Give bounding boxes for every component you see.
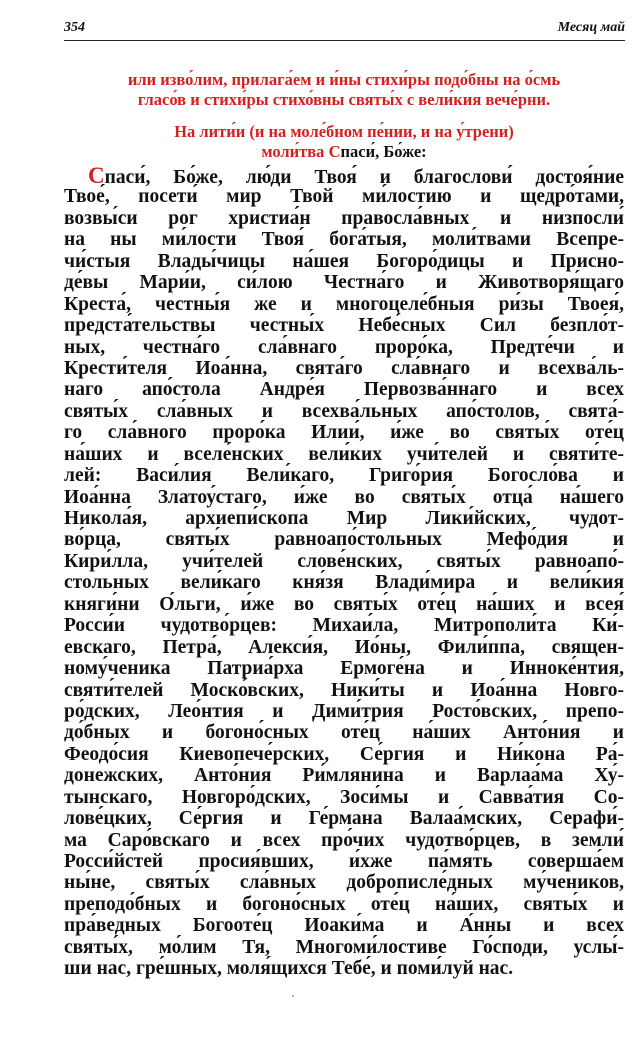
prayer-line: наго апо́стола Андре́я Первозва́ннаго и всех [64,379,624,401]
rubric-line-1: или изво́лим, прилага́ем и и́ны стихи́ры подо́бны на о́смь [127,70,561,89]
prayer-line: го сла́вного проро́ка Илии́, и́же во святы́х оте́ц [64,422,624,444]
heading-title [64,142,624,162]
heading-incipit-initial: С [328,142,341,161]
prayer-line: до́бных и богоно́сных оте́ц на́ших Анто́ния и [64,722,624,744]
heading-title-label: моли́тва [261,142,325,161]
prayer-line: преподо́бных и богоно́сных оте́ц на́ших, святы́х и [64,893,624,915]
prayer-line: де́вы Мари́и, си́лою Честна́го и Животворя́щаго [64,272,624,294]
prayer-line: евскаго, Петра́, Алекси́я, Ио́ны, Фили́ппа, священ- [64,636,624,658]
prayer-line: на́ших и вселе́нских вели́ких учи́телей и святи́те- [64,443,624,465]
prayer-line: Иоа́нна Златоу́стаго, и́же во святы́х отца́ на́шего [64,486,624,508]
prayer-line: Крести́теля Иоа́нна, свята́го сла́внаго и всехва́ль- [64,357,624,379]
prayer-line: Росси́йстей просия́вших, и́хже па́мять соверша́ем [64,851,624,872]
rubric-line-2: гласо́в и стихи́ры стихо́вны святы́х с вели́кия вече́рни. [137,90,551,109]
prayer-line: Росси́и чудотво́рцев: Михаи́ла, Митрополи́та Ки́- [64,615,624,637]
prayer-line: Феодо́сия Киевопече́рских, Се́ргия и Ни́кона Ра́- [64,743,624,765]
drop-cap: С [88,163,105,188]
prayer-line: Твое́, посети́ мир Твой ми́лостию и щедро́тами, [64,186,624,208]
prayer-line: предста́тельствы честны́х Небе́сных Сил безпло́т- [64,315,624,337]
page-speck [292,995,294,997]
prayer-line: Кири́лла, учи́телей слове́нских, святы́х равноапо́- [64,550,624,572]
prayer-line: стольных вели́каго кня́зя Влади́мира и вели́кия [64,572,624,594]
prayer-line: ши нас, гре́шных, моля́щихся Тебе́, и поми́луй нас. [64,958,514,980]
prayer-line: Никола́я, архиепи́скопа Мир Лики́йских, чудот- [64,508,624,529]
prayer-line: святи́телей Моско́вских, Ники́ты и Иоа́нна Новго- [64,679,624,701]
prayer-line: возвы́си рог христиа́н правосла́вных и низпосли́ [64,207,624,229]
prayer-text [64,165,624,980]
prayer-line: лове́цких, Се́ргия и Ге́рмана Валаа́мских, Серафи́- [64,808,624,830]
prayer-line: во́рца, святы́х равноапо́стольных Мефо́дия и [64,529,624,551]
prayer-line: лей: Васи́лия Вели́каго, Григо́рия Богосло́ва и [64,465,624,487]
page-number: 354 [64,20,85,35]
prayer-line-text: паси́, Бо́же, лю́ди Твоя́ и благослови́ достоя́ние [104,167,624,188]
heading-incipit-text: паси́, Бо́же: [340,142,427,161]
prayer-line: святы́х сла́вных и всехва́льных апо́столов, свята́- [64,400,624,422]
prayer-line: тынскаго, Новгоро́дских, Зоси́мы и Савва́тия Со- [64,786,624,808]
prayer-line: на ны ми́лости Твоя́ бога́тыя, моли́твами Всепре- [64,229,624,251]
running-title: Месяц май [557,20,625,35]
prayer-line: святы́х, мо́лим Тя, Многоми́лостиве Го́споди, услы́- [64,936,624,958]
prayer-line: чи́стыя Влады́чицы на́шея Богоро́дицы и Присно- [64,250,624,272]
prayer-line: донежских, Анто́ния Ри́млянина и Варлаа́ма Ху́- [64,765,624,787]
prayer-line: ро́дских, Лео́нтия и Дими́трия Росто́вских, препо- [64,700,624,722]
prayer-line: ны́не, святы́х сла́вных доброписле́дных му́чеников, [64,872,624,894]
prayer-line: ному́ченика Патриа́рха Ермоге́на и Инноке́нтия, [64,658,624,680]
prayer-line: ма Саро́вскаго и всех про́чих чудотво́рцев, в земли́ [64,829,624,851]
prayer-line: пра́ведных Богооте́ц Иоаки́ма и А́нны и всех [64,915,624,937]
prayer-heading [64,122,624,162]
heading-rubric: На лити́и (и на моле́бном пе́нии, и на у́трени) [174,122,514,141]
prayer-line: Креста́, честны́я же и многоцеле́бныя ри́зы Твоея́, [64,293,624,315]
prayer-line [64,165,624,186]
prayer-line: ных, честна́го сла́внаго проро́ка, Предте́чи и [64,336,624,358]
prayer-line: княги́ни О́льги, и́же во святы́х оте́ц на́ших и всея́ [64,593,624,615]
rubric-instruction [64,70,624,110]
page-header [64,18,625,41]
